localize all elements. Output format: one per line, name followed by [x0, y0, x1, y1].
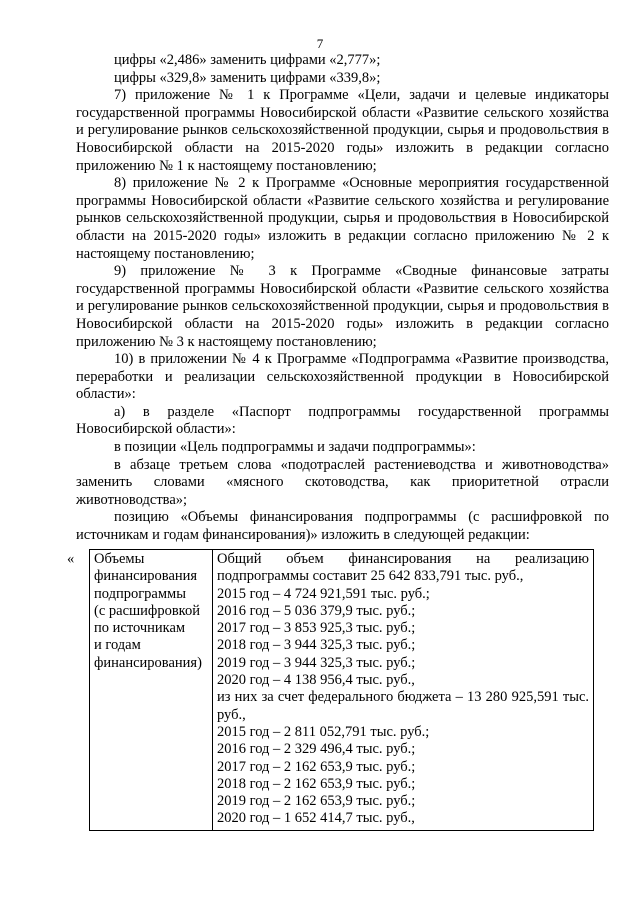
label-line: (с расшифровкой	[94, 602, 200, 619]
label-line: Объемы	[94, 551, 145, 567]
label-line: финансирования)	[94, 654, 202, 671]
paragraph: цифры «2,486» заменить цифрами «2,777»;	[114, 52, 381, 68]
paragraph: в абзаце третьем слова «подотраслей растениеводства и животноводства» заменить словами «мясного скотоводства, как приоритетной отрасли животноводства»;	[76, 456, 609, 508]
label-line: подпрограммы	[94, 585, 186, 602]
paragraph: цифры «329,8» заменить цифрами «339,8»;	[114, 69, 381, 86]
paragraph: 10) в приложении № 4 к Программе «Подпрограмма «Развитие производства, переработки и реализации сельскохозяйственной продукции в Новосибирской области»:	[76, 351, 609, 403]
content-line: 2018 год – 2 162 653,9 тыс. руб.;	[217, 775, 416, 792]
content-line: 2019 год – 2 162 653,9 тыс. руб.;	[217, 793, 416, 810]
label-line: по источникам	[94, 620, 186, 637]
content-line: 2019 год – 3 944 325,3 тыс. руб.;	[217, 654, 416, 671]
content-line: 2016 год – 2 329 496,4 тыс. руб.;	[217, 741, 416, 758]
financing-table	[89, 549, 594, 831]
paragraph: а) в разделе «Паспорт подпрограммы государственной программы Новосибирской области»:	[76, 403, 609, 438]
paragraph: в позиции «Цель подпрограммы и задачи подпрограммы»:	[114, 439, 476, 456]
page-number: 7	[316, 36, 324, 51]
paragraph: позицию «Объемы финансирования подпрограммы (с расшифровкой по источникам и годам финансирования)» изложить в следующей редакции:	[76, 509, 609, 544]
paragraph: 8) приложение № 2 к Программе «Основные мероприятия государственной программы Новосибирской области «Развитие сельского хозяйства и регулирование рынков сельскохозяйственной продукции, сырья и продовольствия в Новосибирской области на 2015-2020 годы» изложить в редакции согласно приложению № 2 к настоящему постановлению;	[76, 175, 609, 262]
paragraph: 7) приложение № 1 к Программе «Цели, задачи и целевые индикаторы государственной программы Новосибирской области «Развитие сельского хозяйства и регулирование рынков сельскохозяйственной продукции, сырья и продовольствия в Новосибирской области на 2015-2020 годы» изложить в редакции согласно приложению № 1 к настоящему постановлению;	[76, 87, 609, 174]
content-line: 2018 год – 3 944 325,3 тыс. руб.;	[217, 637, 416, 654]
content-line: 2015 год – 4 724 921,591 тыс. руб.;	[217, 585, 430, 602]
table-cell-content	[213, 550, 594, 831]
content-line: Общий объем финансирования на реализацию подпрограммы составит 25 642 833,791 тыс. руб.,	[217, 551, 589, 585]
content-line: 2017 год – 2 162 653,9 тыс. руб.;	[217, 758, 416, 775]
content-line: 2016 год – 5 036 379,9 тыс. руб.;	[217, 602, 416, 619]
table-cell-label	[90, 550, 213, 831]
content-line: 2015 год – 2 811 052,791 тыс. руб.;	[217, 723, 430, 740]
paragraph: 9) приложение № 3 к Программе «Сводные финансовые затраты государственной программы Новосибирской области «Развитие сельского хозяйства и регулирование рынков сельскохозяйственной продукции, сырья и продовольствия в Новосибирской области на 2015-2020 годы» изложить в редакции согласно приложению № 3 к настоящему постановлению;	[76, 263, 609, 350]
opening-quote-mark: «	[67, 551, 75, 567]
label-line: финансирования	[94, 568, 198, 585]
content-line: из них за счет федерального бюджета – 13 280 925,591 тыс. руб.,	[217, 689, 589, 723]
table-row	[90, 550, 594, 831]
label-line: и годам	[94, 637, 141, 654]
content-line: 2020 год – 1 652 414,7 тыс. руб.,	[217, 810, 415, 827]
document-body	[76, 52, 609, 545]
content-line: 2020 год – 4 138 956,4 тыс. руб.,	[217, 672, 415, 689]
content-line: 2017 год – 3 853 925,3 тыс. руб.;	[217, 620, 416, 637]
